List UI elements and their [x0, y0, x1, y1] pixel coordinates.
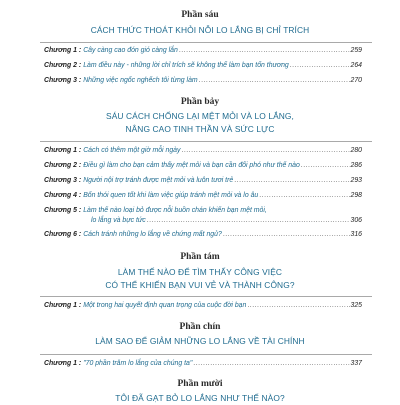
toc-entry-p6-c3[interactable]: Chương 3 : Những việc ngốc nghếch tôi từng làm ..... 270 [44, 76, 362, 86]
part-9-label: Phần chín [179, 322, 221, 332]
toc-entry-p7-c4[interactable]: Chương 4 : Bốn thói quen tốt khi làm việc giúp tránh mệt mỏi và lo âu ..... 298 [44, 191, 362, 201]
part-10-title: TÔI ĐÃ GẠT BỎ LO LẮNG NHƯ THẾ NÀO? [115, 393, 285, 403]
part-6-divider [40, 42, 372, 43]
part-8-label: Phần tám [180, 252, 220, 262]
part-9-divider [40, 354, 372, 355]
part-6-label: Phần sáu [181, 10, 219, 20]
page-number: 337 [350, 360, 362, 367]
toc-entry-p7-c5[interactable]: Chương 5 : Làm thế nào loại bỏ được nỗi buồn chán khiến bạn mệt mỏi, lo lắng và bực tức ..... 306 [44, 206, 362, 226]
part-8-title: LÀM THẾ NÀO ĐỂ TÌM THẤY CÔNG VIỆC CÓ THỂ KHIẾN BẠN VUI VẺ VÀ THÀNH CÔNG? [105, 267, 295, 290]
page-number: 325 [350, 302, 362, 309]
part-10-label: Phần mười [177, 379, 223, 389]
leader-dots [179, 46, 350, 56]
toc-entry-p7-c6[interactable]: Chương 6 : Cách tránh những lo lắng về chứng mất ngủ? ..... 316 [44, 230, 362, 240]
leader-dots [247, 301, 349, 311]
toc-entry-p6-c1[interactable]: Chương 1 : Cây càng cao đón gió càng lắn ..... 259 [44, 46, 362, 56]
part-6-title: CÁCH THỨC THOÁT KHỎI NỖI LO LẮNG BỊ CHỈ TRÍCH [90, 25, 310, 35]
part-8-divider [40, 296, 372, 297]
leader-dots [147, 216, 350, 226]
toc-entry-p7-c3[interactable]: Chương 3 : Người nội trợ tránh được mệt mỏi và luôn tươi trẻ ..... 293 [44, 176, 362, 186]
toc-entry-p7-c2[interactable]: Chương 2 : Điều gì làm cho bạn cảm thấy mệt mỏi và bạn cần đối phó như thế nào ..... 286 [44, 161, 362, 171]
part-9-title: LÀM SAO ĐỂ GIẢM NHỮNG LO LẮNG VỀ TÀI CHÍNH [95, 336, 305, 346]
toc-entry-p8-c1[interactable]: Chương 1 : Một trong hai quyết định quan trọng của cuộc đời bạn ..... 325 [44, 301, 362, 311]
page-number: 286 [350, 162, 362, 169]
part-7-label: Phần bảy [180, 97, 220, 107]
leader-dots [301, 161, 350, 171]
page-number: 298 [350, 192, 362, 199]
page-number: 316 [350, 231, 362, 238]
page-number: 270 [350, 77, 362, 84]
toc-entry-p6-c2[interactable]: Chương 2 : Làm điều này - những lời chỉ trích sẽ không thể làm bạn tổn thương ..... 264 [44, 61, 362, 71]
leader-dots [290, 61, 350, 71]
part-7-divider [40, 141, 372, 142]
toc-entry-p7-c1[interactable]: Chương 1 : Cách có thêm một giờ mỗi ngày ..... 280 [44, 146, 362, 156]
page-number: 306 [350, 217, 362, 224]
page-number: 280 [350, 147, 362, 154]
leader-dots [234, 176, 349, 186]
leader-dots [223, 230, 350, 240]
page-number: 293 [350, 177, 362, 184]
leader-dots [199, 76, 350, 86]
part-7-title: SÁU CÁCH CHỐNG LẠI MỆT MỎI VÀ LO LẮNG, NÂNG CAO TINH THẦN VÀ SỨC LỰC [106, 111, 294, 134]
leader-dots [193, 359, 349, 369]
toc-entry-p9-c1[interactable]: Chương 1 : "70 phần trăm lo lắng của chúng ta" ..... 337 [44, 359, 362, 369]
leader-dots [259, 191, 349, 201]
page-number: 259 [350, 47, 362, 54]
page-number: 264 [350, 62, 362, 69]
leader-dots [181, 146, 349, 156]
